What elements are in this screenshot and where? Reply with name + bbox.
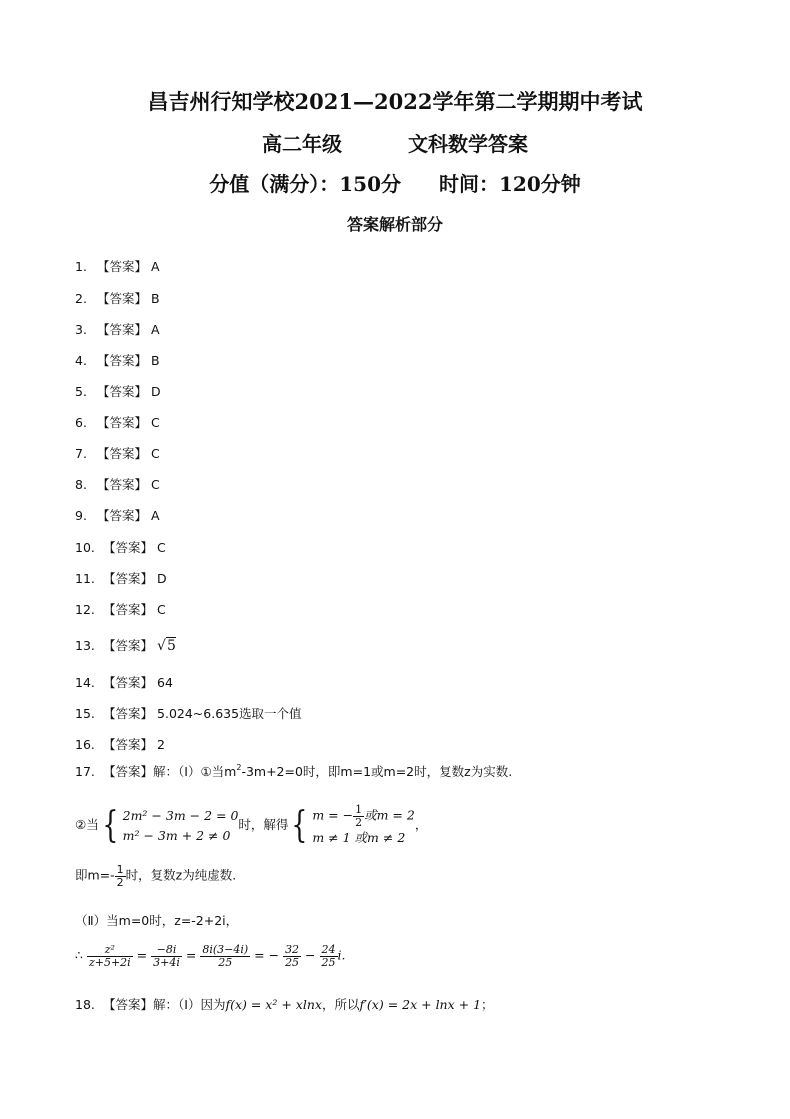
q18-f-derivative: f′(x) = 2x + lnx + 1: [359, 997, 482, 1012]
q18-number: 18.: [75, 997, 95, 1012]
answer-item: [75, 506, 160, 524]
answer-tag: 【答案】: [97, 508, 148, 523]
answer-number: 11.: [75, 571, 95, 586]
answer-value: D: [157, 571, 167, 586]
grade-label: 高二年级: [262, 132, 342, 156]
answer-number: 12.: [75, 602, 95, 617]
q17-number: 17.: [75, 764, 95, 779]
q17-therefore: ∴: [75, 947, 83, 963]
school-title: 昌吉州行知学校2021—2022学年第二学期期中考试: [147, 89, 643, 114]
answer-number: 1.: [75, 259, 87, 274]
q17-frac3: $\frac{8i(3-4i)}{25}$: [202, 943, 249, 969]
answer-value: 5: [166, 638, 176, 654]
sqrt-icon: √5: [157, 638, 176, 654]
answer-item: [75, 382, 161, 400]
answer-value: 64: [157, 675, 173, 690]
q17-frac4: $\frac{32}{25}$: [285, 943, 300, 969]
q17-line2-mid: 时，解得: [238, 817, 289, 833]
answer-item: [75, 636, 176, 654]
q17-system1: { 2m² − 3m − 2 = 0 m² − 3m + 2 ≠ 0: [102, 804, 239, 846]
answer-item: [75, 257, 160, 275]
answer-value: C: [157, 602, 166, 617]
answer-tag: 【答案】: [103, 540, 154, 555]
answer-tag: 【答案】: [103, 602, 154, 617]
q17-frac2: $\frac{-8i}{3+4i}$: [153, 943, 180, 969]
answer-number: 9.: [75, 508, 87, 523]
answer-item: [75, 413, 160, 431]
answer-item: [75, 351, 160, 369]
answer-tag: 【答案】: [97, 384, 148, 399]
answer-number: 4.: [75, 353, 87, 368]
subject-label: 文科数学答案: [408, 132, 528, 156]
answer-tag: 【答案】: [97, 322, 148, 337]
q17-eq2: =: [185, 947, 197, 963]
q17-tail: i.: [337, 947, 346, 963]
answer-value: C: [151, 415, 160, 430]
q17-minus: −: [305, 947, 316, 963]
answer-number: 15.: [75, 706, 95, 721]
answer-tag: 【答案】: [103, 737, 154, 752]
answer-value: 2: [157, 737, 165, 752]
answer-number: 14.: [75, 675, 95, 690]
answer-tag: 【答案】: [103, 675, 154, 690]
answer-tag: 【答案】: [97, 446, 148, 461]
q17-eq-minus: = −: [254, 947, 280, 963]
q17-eq1: =: [136, 947, 148, 963]
q17-line3-a: 即m=-: [75, 867, 115, 883]
answer-value: A: [151, 322, 160, 337]
answer-value: C: [157, 540, 166, 555]
answer-value: 5.024~6.635选取一个值: [157, 706, 302, 721]
answer-value: A: [151, 508, 160, 523]
answer-value: D: [151, 384, 161, 399]
q17-line2: [75, 804, 427, 847]
answer-tag: 【答案】: [97, 415, 148, 430]
answer-value: C: [151, 446, 160, 461]
answer-tag: 【答案】: [97, 291, 148, 306]
score-info: 分值（满分）：150分: [209, 172, 401, 196]
answer-tag: 【答案】: [97, 259, 148, 274]
q17-line1: [75, 762, 512, 780]
answer-value: B: [151, 353, 160, 368]
q17-line3-b: 时，复数z为纯虚数.: [125, 867, 237, 883]
q17-line2-prefix: ②当: [75, 817, 99, 833]
q18-text-c: ；: [481, 997, 494, 1012]
q17-part2: （Ⅱ）当m=0时，z=-2+2i，: [75, 913, 239, 928]
answer-item: [75, 569, 167, 587]
answer-tag: 【答案】: [103, 571, 154, 586]
answer-number: 5.: [75, 384, 87, 399]
time-info: 时间：120分钟: [439, 172, 581, 196]
answer-item: [75, 320, 160, 338]
section-title: 答案解析部分: [346, 215, 443, 234]
answer-item: [75, 673, 173, 691]
answer-tag: 【答案】: [103, 706, 154, 721]
q17-sys2-row1-a: m = −: [312, 807, 354, 823]
q17-sys1-row1: 2m² − 3m − 2 = 0: [122, 808, 239, 824]
q18-text-b: ，所以: [321, 997, 360, 1012]
answer-value: C: [151, 477, 160, 492]
q17-sys2-row2: m ≠ 1 或m ≠ 2: [312, 830, 406, 846]
answer-tag: 【答案】: [103, 638, 154, 653]
answer-item: [75, 704, 302, 722]
answer-item: [75, 735, 165, 753]
q17-frac1: $\frac{\text{z²}}{z+5+2i}$: [88, 943, 131, 969]
answer-number: 3.: [75, 322, 87, 337]
answer-tag: 【答案】: [97, 353, 148, 368]
answer-item: [75, 538, 166, 556]
q17-tag: 【答案】: [103, 764, 154, 779]
q17-line1-b: -3m+2=0时，即m=1或m=2时，复数z为实数.: [241, 764, 513, 779]
q17-half-fraction: $\frac{1}{2}$: [116, 863, 124, 889]
q18-tag: 【答案】: [103, 997, 154, 1012]
q18-line1: [75, 995, 494, 1013]
answer-number: 10.: [75, 540, 95, 555]
q18-text-a: 解：（Ⅰ）因为: [153, 997, 226, 1012]
q17-frac5: $\frac{24}{25}$: [321, 943, 336, 969]
answer-number: 8.: [75, 477, 87, 492]
answer-number: 13.: [75, 638, 95, 653]
answer-number: 2.: [75, 291, 87, 306]
q17-line3: [75, 864, 236, 888]
q17-line2-end: ，: [414, 817, 428, 833]
q17-superscript: 2: [236, 763, 242, 772]
q17-system2: { m = − $\frac{1}{2}$ 或m = 2 m ≠ 1 或m ≠ 2: [291, 803, 415, 846]
q17-computation: [75, 944, 346, 968]
answer-number: 16.: [75, 737, 95, 752]
grade-subject-line: [0, 128, 790, 157]
score-time-line: [0, 168, 790, 197]
q17-sys1-row2: m² − 3m + 2 ≠ 0: [122, 827, 231, 843]
answer-item: [75, 444, 160, 462]
answer-item: [75, 289, 160, 307]
q18-f-definition: f(x) = x² + xlnx: [225, 997, 322, 1012]
answer-item: [75, 475, 160, 493]
answer-number: 7.: [75, 446, 87, 461]
answer-number: 6.: [75, 415, 87, 430]
answer-value: B: [151, 291, 160, 306]
answer-item: [75, 600, 166, 618]
answer-tag: 【答案】: [97, 477, 148, 492]
answer-value: A: [151, 259, 160, 274]
q17-line1-a: 解：（Ⅰ）①当m: [153, 764, 237, 779]
q17-sys2-row1-b: 或m = 2: [364, 807, 415, 823]
